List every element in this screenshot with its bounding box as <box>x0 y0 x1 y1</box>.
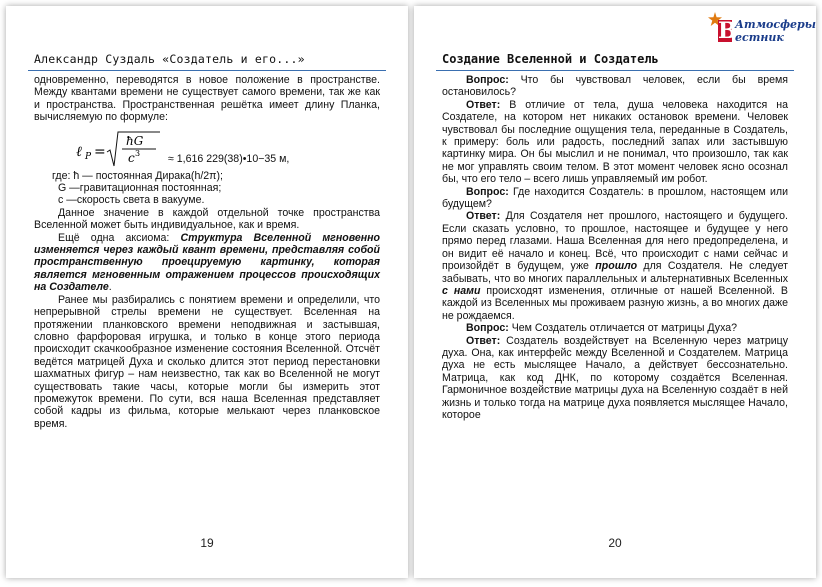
paragraph-4: Ранее мы разбирались с понятием времени и определили, что непрерывной стрелы времени не существует. Вселенная на протяжении планковского времени неподвижная и застывшая, словно фарфоровая игрушка, и только в конце этого периода происходит скачкообразное изменение состояния Вселенной. Отсчёт ведётся матрицей Духа и сколько длится этот период перестановки шахматных фигур – нам неизвестно, так как во Вселенной не могут существовать такие часы, которые могли бы измерить этот промежуток времени. По сути, вся наша Вселенная представляет собой кадры из фильма, которые мелькают через планковское время. <box>34 293 380 430</box>
question-label: Вопрос: <box>466 74 509 86</box>
right-page-number: 20 <box>608 536 622 550</box>
axiom-statement: Структура Вселенной мгновенно изменяется через каждый квант времени, представляя собой пространственную проецируемую картинку, которая является мгновенным отражением процессов происходящих на Создателе <box>34 231 380 294</box>
svg-text:ℓ: ℓ <box>76 143 82 160</box>
answer-text: Создатель воздействует на Вселенную через матрицу духа. Она, как интерфейс между Вселенной и Создателем. Матрица духа не есть мыслящее Начало, а действует бессознательно. Матрица, как код ДНК, по которому создаётся Вселенная. Гармоничное воздействие матрицы духа на Вселенную создаёт в ней жизнь и только тогда на матрице духа появляется мыслящее Начало, которое <box>442 334 788 421</box>
question-1 <box>442 74 788 99</box>
formula-value: ≈ 1,616 229(38)•10−35 м, <box>168 153 290 166</box>
left-page <box>6 6 408 578</box>
answer-2 <box>442 210 788 322</box>
answer-label: Ответ: <box>466 98 501 111</box>
question-3 <box>442 322 788 334</box>
definition-dirac: где: ħ — постоянная Дирака(h/2π); <box>52 169 223 182</box>
answer-label: Ответ: <box>466 334 501 347</box>
atmosfery-vestnik-logo <box>706 12 816 46</box>
header-rule <box>28 70 386 71</box>
svg-text:P: P <box>85 151 92 162</box>
question-text: Чем Создатель отличается от матрицы Духа? <box>508 322 738 335</box>
svg-text:=: = <box>94 143 106 160</box>
svg-text:ħG: ħG <box>126 133 144 148</box>
paragraph-2: Данное значение в каждой отдельной точке пространства Вселенной может быть индивидуальное, как и время. <box>34 206 380 232</box>
right-page <box>414 6 816 578</box>
definition-gravity: G —гравитационная постоянная; <box>58 182 222 195</box>
logo-line-2: естник <box>735 31 784 44</box>
left-running-header: Александр Суздаль «Создатель и его...» <box>34 52 305 66</box>
svg-text:c: c <box>128 150 135 165</box>
paragraph-1: одновременно, переводятся в новое положение в пространстве. Между квантами времени не существует самого времени, так же как и пространства. Пространственная решётка имеет длину Планка, вычисляемую по формуле: <box>34 74 380 124</box>
answer-text: Для Создателя нет прошлого, настоящего и будущего. Если сказать условно, то прошлое, настоящее и будущее у него прямо перед глазами. Наша Вселенная для него предопределена, и он видит её начало и конец. Всё, что происходит с нами сейчас и произойдёт в будущем, уже <box>442 210 788 273</box>
logo-line-1: Атмосферы <box>735 18 816 31</box>
definition-light-speed: c —скорость света в вакууме. <box>58 194 205 207</box>
emphasis-past: прошло <box>595 260 638 273</box>
answer-label: Ответ: <box>466 210 501 223</box>
emphasis-with-us: с нами <box>442 284 481 297</box>
question-text: Что бы чувствовал человек, если бы время остановилось? <box>442 74 788 99</box>
left-page-number: 19 <box>200 536 214 550</box>
axiom-end: . <box>108 281 112 294</box>
answer-text: для Создателя. Не следует забывать, что во многих параллельных и альтернативных Вселенных <box>442 260 788 285</box>
right-page-body <box>442 74 788 421</box>
question-text: Где находится Создатель: в прошлом, настоящем или будущем? <box>442 185 788 211</box>
answer-1 <box>442 99 788 186</box>
question-label: Вопрос: <box>466 185 509 198</box>
right-running-header: Создание Вселенной и Создатель <box>442 52 659 66</box>
question-label: Вопрос: <box>466 322 509 335</box>
left-page-body <box>34 74 380 430</box>
logo-letter: В <box>718 18 737 44</box>
header-rule <box>436 70 794 71</box>
planck-length-formula <box>76 128 380 168</box>
paragraph-3 <box>34 232 380 294</box>
question-2 <box>442 186 788 211</box>
formula-graphic <box>76 128 164 168</box>
answer-text: В отличие от тела, душа человека находится на Создателе, на котором нет никаких остановок времени. Человек чувствовал бы последние ощущения тела, переданные в Создатель, к примеру: боль или радость, последний запах или застывшую картинку мира. Он бы мыслил и не понимал, что произошло, так как не мог управлять своим телом. В этот момент человек ясно осознал бы, что его тело – всего лишь управляемый им робот. <box>442 98 788 186</box>
answer-text: происходят изменения, отличные от нашей Вселенной. В каждой из Вселенных мы проживаем разную жизнь, а во многих даже не рождаемся. <box>442 284 788 322</box>
answer-3 <box>442 335 788 422</box>
axiom-intro: Ещё одна аксиома: <box>58 231 181 244</box>
svg-text:3: 3 <box>135 148 141 158</box>
